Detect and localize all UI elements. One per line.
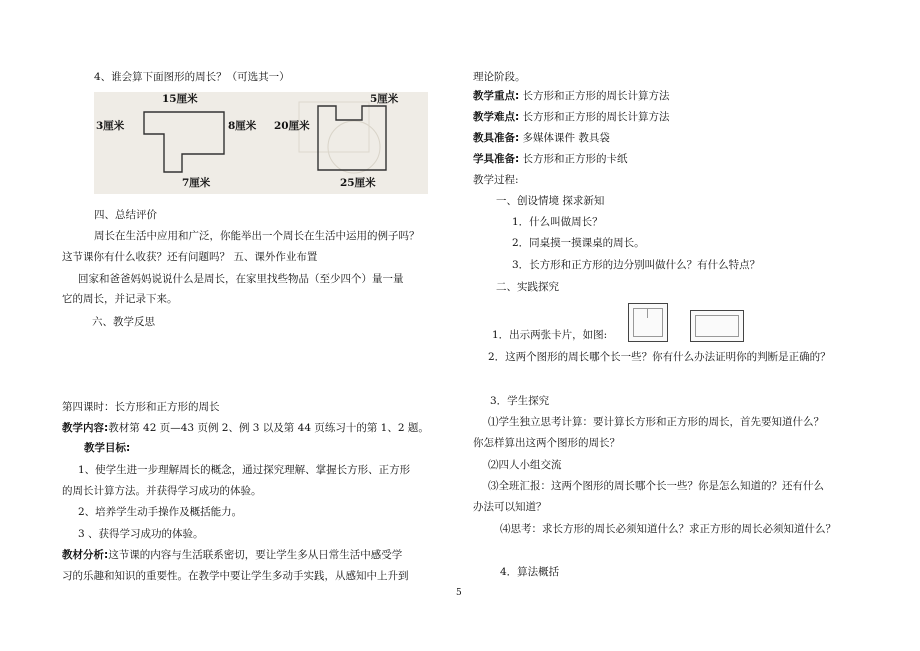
stool-label: 学具准备: <box>473 153 520 165</box>
goal-label: 教学目标: <box>84 442 131 454</box>
page-number: 5 <box>456 588 462 598</box>
diff-label: 教学难点: <box>473 111 520 123</box>
step-1-q3: 3．长方形和正方形的边分别叫做什么？有什么特点？ <box>512 259 761 271</box>
s1-left-label: 3厘米 <box>96 120 125 132</box>
key-label: 教学重点: <box>473 90 520 102</box>
goal-3: 3 、获得学习成功的体验。 <box>78 528 204 540</box>
shape-1-outline <box>144 112 224 172</box>
perimeter-figure <box>94 92 428 194</box>
square-card <box>628 303 668 342</box>
s2-bottom-label: 25厘米 <box>340 177 376 189</box>
analysis-label: 教材分析: <box>62 549 109 561</box>
section-6-title: 六、教学反思 <box>92 316 155 328</box>
step-2-p2: 2．这两个图形的周长哪个长一些？你有什么办法证明你的判断是正确的？ <box>488 351 831 363</box>
step-3-p1b: 你怎样算出这两个图形的周长？ <box>473 437 620 449</box>
step-1-title: 一、创设情境 探求新知 <box>496 195 605 207</box>
tool-text: 多媒体课件 教具袋 <box>522 132 610 144</box>
s1-top-label: 15厘米 <box>162 93 198 105</box>
goal-1b: 的周长计算方法。并获得学习成功的体验。 <box>62 485 262 497</box>
right-line-0: 理论阶段。 <box>473 71 526 83</box>
section-4-text-1: 周长在生活中应用和广泛，你能举出一个周长在生活中运用的例子吗？ <box>94 230 420 242</box>
diff-text: 长方形和正方形的周长计算方法 <box>522 111 670 123</box>
s2-left-label: 20厘米 <box>274 120 310 132</box>
step-1-q1: 1．什么叫做周长？ <box>512 216 603 228</box>
step-1-q2: 2．同桌摸一摸课桌的周长。 <box>512 237 645 249</box>
lesson-title: 第四课时：长方形和正方形的周长 <box>62 401 220 413</box>
content-label: 教学内容: <box>62 422 109 434</box>
rectangle-card <box>690 310 744 342</box>
step-3-title: 3．学生探究 <box>490 395 550 407</box>
question-4: 4、谁会算下面图形的周长？（可选其一） <box>94 71 290 83</box>
step-3-p4: ⑷思考：求长方形的周长必须知道什么？求正方形的周长必须知道什么？ <box>500 523 836 535</box>
step-3-p1a: ⑴学生独立思考计算：要计算长方形和正方形的周长，首先要知道什么？ <box>488 416 824 428</box>
section-4-title: 四、总结评价 <box>94 209 157 221</box>
step-3-p3a: ⑶全班汇报：这两个图形的周长哪个长一些？你是怎么知道的？还有什么 <box>488 480 824 492</box>
perimeter-shapes <box>94 92 428 194</box>
s2-top-label: 5厘米 <box>370 93 399 105</box>
section-5-text-2: 它的周长，并记录下来。 <box>62 293 178 305</box>
analysis-text-a: 这节课的内容与生活联系密切，要让学生多从日常生活中感受学 <box>108 549 403 561</box>
student-tools <box>473 152 628 166</box>
step-3-p3b: 办法可以知道？ <box>473 501 547 513</box>
step-3-p2: ⑵四人小组交流 <box>488 459 562 471</box>
s1-right-label: 8厘米 <box>228 120 257 132</box>
goal-2: 2、培养学生动手操作及概括能力。 <box>78 506 243 518</box>
step-2-title: 二、实践探究 <box>496 281 559 293</box>
section-4-text-2: 这节课你有什么收获？还有问题吗？ 五、课外作业布置 <box>62 251 318 263</box>
key-text: 长方形和正方形的周长计算方法 <box>522 90 670 102</box>
analysis-line-2: 习的乐趣和知识的重要性。在教学中要让学生多动手实践，从感知中上升到 <box>62 570 409 582</box>
teaching-tools <box>473 131 610 145</box>
step-2-p1: 1．出示两张卡片，如图: <box>492 329 608 341</box>
key-point <box>473 89 670 103</box>
s1-bottom-label: 7厘米 <box>182 177 211 189</box>
section-5-text-1: 回家和爸爸妈妈说说什么是周长，在家里找些物品（至少四个）量一量 <box>78 273 404 285</box>
step-4-title: 4．算法概括 <box>500 566 560 578</box>
stool-text: 长方形和正方形的卡纸 <box>522 153 628 165</box>
process-title: 教学过程: <box>473 174 519 186</box>
difficulty <box>473 110 670 124</box>
tool-label: 教具准备: <box>473 132 520 144</box>
analysis-line-1 <box>62 548 402 562</box>
content-text: 教材第 42 页—43 页例 2、例 3 以及第 44 页练习十的第 1、2 题。 <box>108 422 429 434</box>
goal-1a: 1、使学生进一步理解周长的概念，通过探究理解、掌握长方形、正方形 <box>78 464 411 476</box>
content-line <box>62 421 429 435</box>
